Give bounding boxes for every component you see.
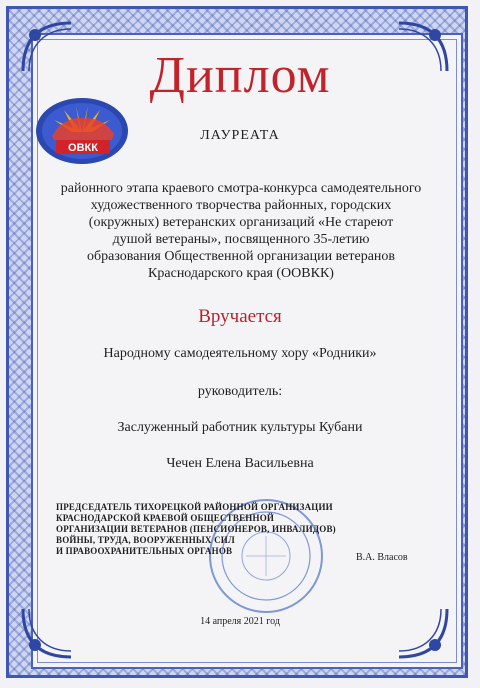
description-line: районного этапа краевого смотра-конкурса самодеятельного <box>60 181 422 196</box>
signature-line: ОРГАНИЗАЦИИ ВЕТЕРАНОВ (ПЕНСИОНЕРОВ, ИНВАЛИДОВ) <box>56 524 336 534</box>
signer-name: В.А. Власов <box>356 552 408 563</box>
description-line: Краснодарского края (ООВКК) <box>148 266 334 281</box>
signature-line: И ПРАВООХРАНИТЕЛЬНЫХ ОРГАНОВ <box>56 546 233 556</box>
subtitle: ЛАУРЕАТА <box>200 128 280 143</box>
signature-block <box>56 502 346 557</box>
description-line: душой ветераны», посвященного 35-летию <box>112 232 370 247</box>
emblem-text: ОВКК <box>68 142 98 154</box>
corner-ornament-icon <box>395 605 451 661</box>
description-line: (окружных) ветеранских организаций «Не стареют <box>88 215 394 230</box>
signature-line: ПРЕДСЕДАТЕЛЬ ТИХОРЕЦКОЙ РАЙОННОЙ ОРГАНИЗАЦИИ <box>56 502 333 512</box>
signature-line: КРАСНОДАРСКОЙ КРАЕВОЙ ОБЩЕСТВЕННОЙ <box>56 513 275 523</box>
signature-line: ВОЙНЫ, ТРУДА, ВООРУЖЕННЫХ СИЛ <box>56 535 235 545</box>
corner-ornament-icon <box>19 605 75 661</box>
director-title: Заслуженный работник культуры Кубани <box>117 420 363 435</box>
diploma-title: Диплом <box>149 47 331 104</box>
description-line: художественного творчества районных, городских <box>90 198 392 213</box>
recipient: Народному самодеятельному хору «Родники» <box>103 346 377 361</box>
director-name: Чечен Елена Васильевна <box>166 456 314 471</box>
issue-date: 14 апреля 2021 год <box>200 616 280 627</box>
director-label: руководитель: <box>197 384 283 399</box>
description-line: образования Общественной организации ветеранов <box>86 249 396 264</box>
award-description <box>36 180 446 282</box>
awarded-label: Вручается <box>198 306 282 327</box>
